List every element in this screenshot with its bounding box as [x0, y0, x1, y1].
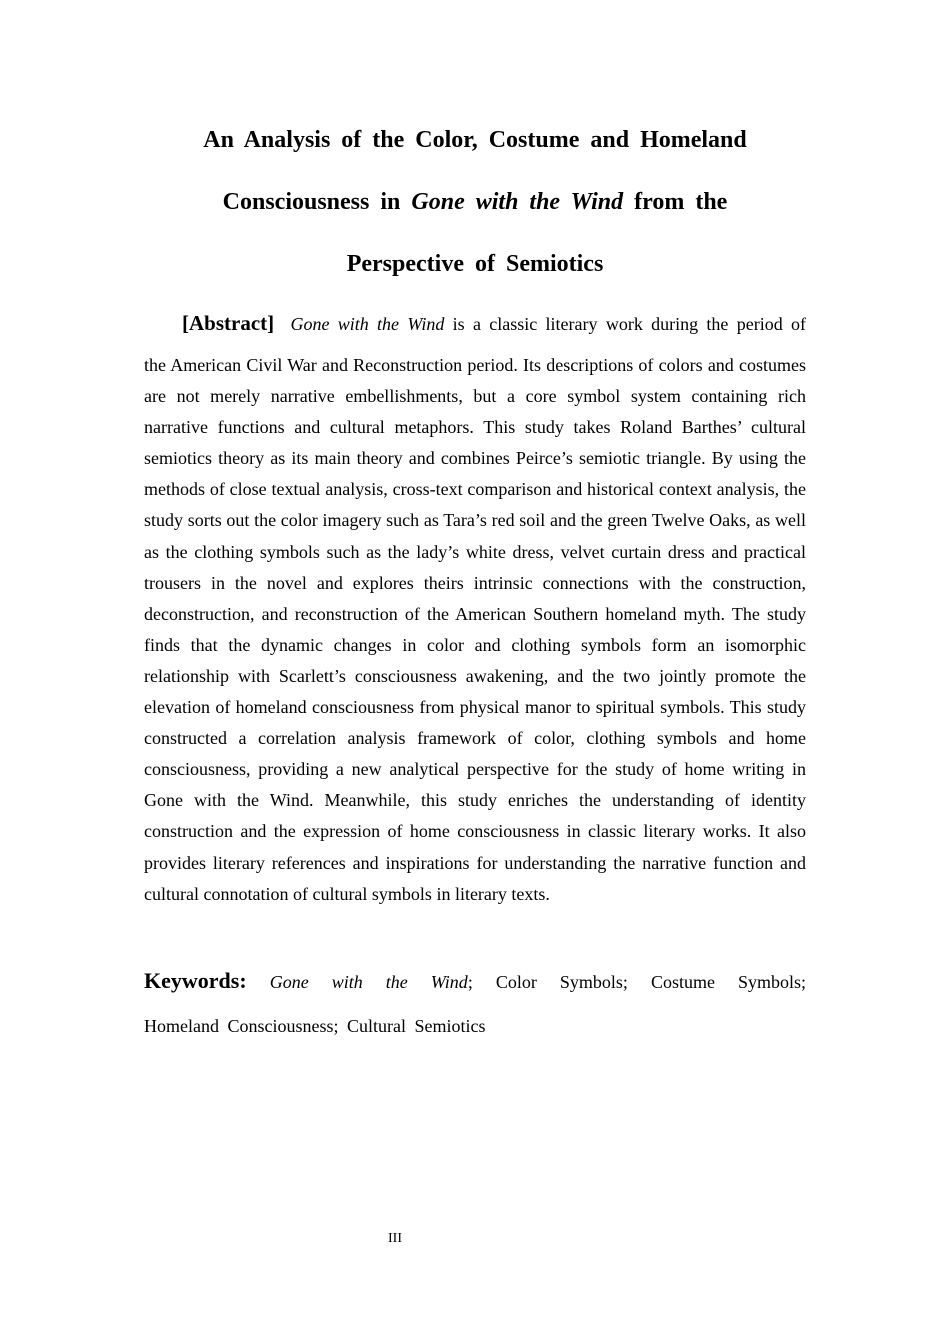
- title-line-3: [144, 249, 806, 279]
- abstract-label: [Abstract]: [182, 311, 275, 335]
- keyword-work-title: Gone with the Wind: [269, 972, 468, 992]
- title-line-1: [144, 125, 806, 155]
- abstract-first-line: [182, 308, 806, 340]
- title-text-2-post: from the: [634, 189, 728, 215]
- title-text-2-italic: Gone with the Wind: [411, 189, 624, 215]
- keywords-line-1: [144, 964, 806, 999]
- title-text-3: Perspective of Semiotics: [346, 251, 604, 277]
- page-number: III: [388, 1231, 402, 1246]
- title-text-2-pre: Consciousness in: [222, 189, 401, 215]
- keywords-line-2: Homeland Consciousness; Cultural Semiotics: [144, 1016, 486, 1036]
- keywords-label: Keywords:: [144, 968, 247, 993]
- abstract-work-title: Gone with the Wind: [290, 314, 445, 334]
- abstract-body: the American Civil War and Reconstruction period. Its descriptions of colors and costumes are not merely narrative embellishments, but a core symbol system containing rich narrative functions and cultural metaphors. This study takes Roland Barthes’ cultural semiotics theory as its main theory and combines Peirce’s semiotic triangle. By using the methods of close textual analysis, cross-text comparison and historical context analysis, the study sorts out the color imagery such as Tara’s red soil and the green Twelve Oaks, as well as the clothing symbols such as the lady’s white dress, velvet curtain dress and practical trousers in the novel and explores theirs intrinsic connections with the construction, deconstruction, and reconstruction of the American Southern homeland myth. The study finds that the dynamic changes in color and clothing symbols form an isomorphic relationship with Scarlett’s consciousness awakening, and the two jointly promote the elevation of homeland consciousness from physical manor to spiritual symbols. This study constructed a correlation analysis framework of color, clothing symbols and home consciousness, providing a new analytical perspective for the study of home writing in Gone with the Wind. Meanwhile, this study enriches the understanding of identity construction and the expression of home consciousness in classic literary works. It also provides literary references and inspirations for understanding the narrative function and cultural connotation of cultural symbols in literary texts.: [144, 355, 806, 904]
- keywords-first-rest: ; Color Symbols; Costume Symbols;: [467, 972, 807, 992]
- abstract-first-rest: is a classic literary work during the period of: [452, 314, 807, 334]
- title-text-1: An Analysis of the Color, Costume and Homeland: [203, 127, 747, 153]
- title-line-2: [144, 187, 806, 217]
